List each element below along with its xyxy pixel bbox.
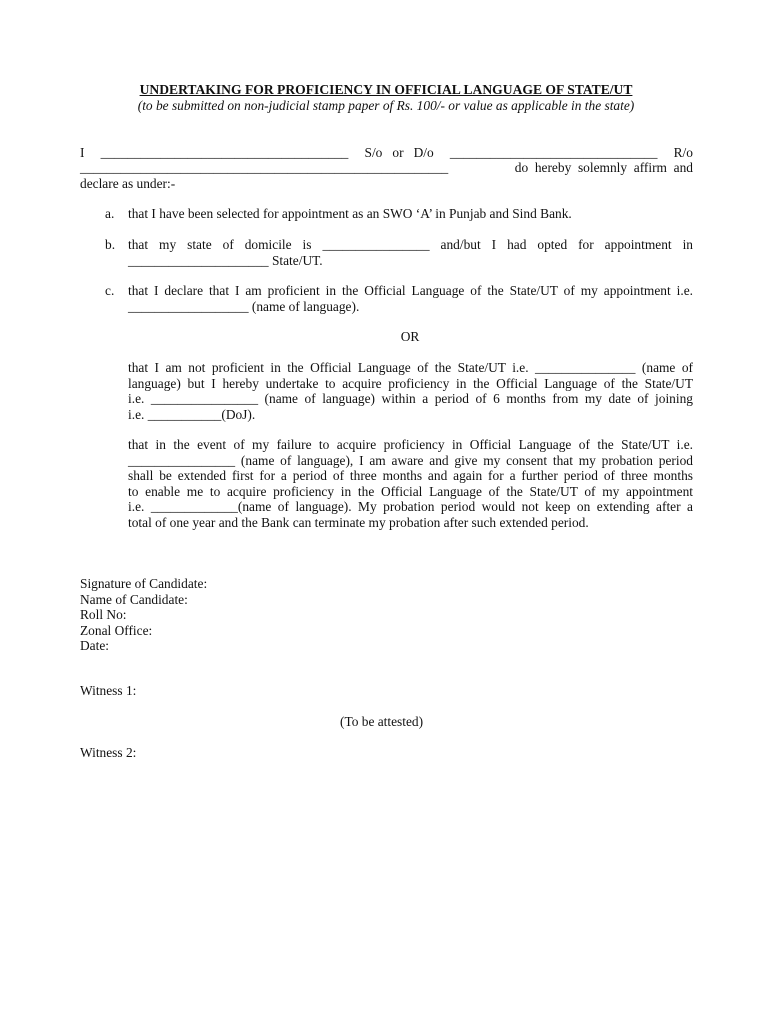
paragraph-line: that in the event of my failure to acquire proficiency in Official Language of the State/UT i.e. bbox=[128, 437, 693, 452]
paragraph-line: i.e. ___________(DoJ). bbox=[128, 406, 256, 422]
signature-of-candidate-label: Signature of Candidate: bbox=[80, 576, 208, 591]
or-separator: OR bbox=[400, 329, 420, 344]
paragraph-line: i.e. ________________ (name of language) within a period of 6 months from my date of joining bbox=[128, 391, 693, 406]
item-line: __________________ (name of language). bbox=[128, 298, 360, 314]
name-of-candidate-label: Name of Candidate: bbox=[80, 591, 188, 607]
date-label: Date: bbox=[80, 638, 109, 653]
item-line: that I have been selected for appointment as an SWO ‘A’ in Punjab and Sind Bank. bbox=[128, 206, 572, 221]
declaration-line-3: declare as under:- bbox=[80, 176, 176, 191]
declaration-line-2 bbox=[80, 160, 693, 176]
not-proficient-paragraph bbox=[128, 360, 693, 422]
pronoun-i: I bbox=[80, 145, 85, 160]
item-text bbox=[128, 237, 693, 268]
item-label: c. bbox=[105, 283, 115, 298]
roll-no-label: Roll No: bbox=[80, 607, 127, 622]
affirm-text: do hereby solemnly affirm and bbox=[514, 160, 693, 175]
paragraph-line: total of one year and the Bank can terminate my probation after such extended period. bbox=[128, 514, 589, 530]
paragraph-line: shall be extended first for a period of three months and again for a further period of three months bbox=[128, 468, 693, 483]
paragraph-line: to enable me to acquire proficiency in the Official Language of the State/UT of my appointment bbox=[128, 483, 693, 499]
declaration-line-1 bbox=[80, 145, 693, 161]
signature-block bbox=[80, 576, 207, 654]
document-title: UNDERTAKING FOR PROFICIENCY IN OFFICIAL LANGUAGE OF STATE/UT bbox=[139, 82, 633, 97]
failure-consent-paragraph bbox=[128, 437, 693, 530]
witness-1-label: Witness 1: bbox=[80, 683, 137, 698]
item-line: that my state of domicile is ________________ and/but I had opted for appointment in bbox=[128, 237, 693, 252]
address-blank: _______________________________________________________ bbox=[80, 160, 449, 175]
ro-label: R/o bbox=[673, 145, 693, 160]
item-text bbox=[128, 206, 693, 222]
name-blank: _____________________________________ bbox=[100, 145, 349, 160]
paragraph-line: that I am not proficient in the Official Language of the State/UT i.e. _______________ (name of bbox=[128, 360, 693, 375]
paragraph-line: ________________ (name of language), I am aware and give my consent that my probation period bbox=[128, 452, 693, 468]
witness-2-label: Witness 2: bbox=[80, 745, 137, 760]
item-text bbox=[128, 283, 693, 314]
item-line: _____________________ State/UT. bbox=[128, 252, 323, 268]
document-subtitle: (to be submitted on non-judicial stamp paper of Rs. 100/- or value as applicable in the state) bbox=[137, 98, 635, 113]
paragraph-line: language) but I hereby undertake to acquire proficiency in the Official Language of the State/UT bbox=[128, 375, 693, 391]
to-be-attested-note: (To be attested) bbox=[340, 714, 424, 729]
item-label: a. bbox=[105, 206, 115, 221]
item-label: b. bbox=[105, 237, 116, 252]
so-do-label: S/o or D/o bbox=[364, 145, 434, 160]
item-line: that I declare that I am proficient in the Official Language of the State/UT of my appointment i.e. bbox=[128, 283, 693, 298]
paragraph-line: i.e. _____________(name of language). My probation period would not keep on extending after a bbox=[128, 499, 693, 514]
parent-name-blank: _______________________________ bbox=[449, 145, 658, 160]
zonal-office-label: Zonal Office: bbox=[80, 622, 153, 638]
